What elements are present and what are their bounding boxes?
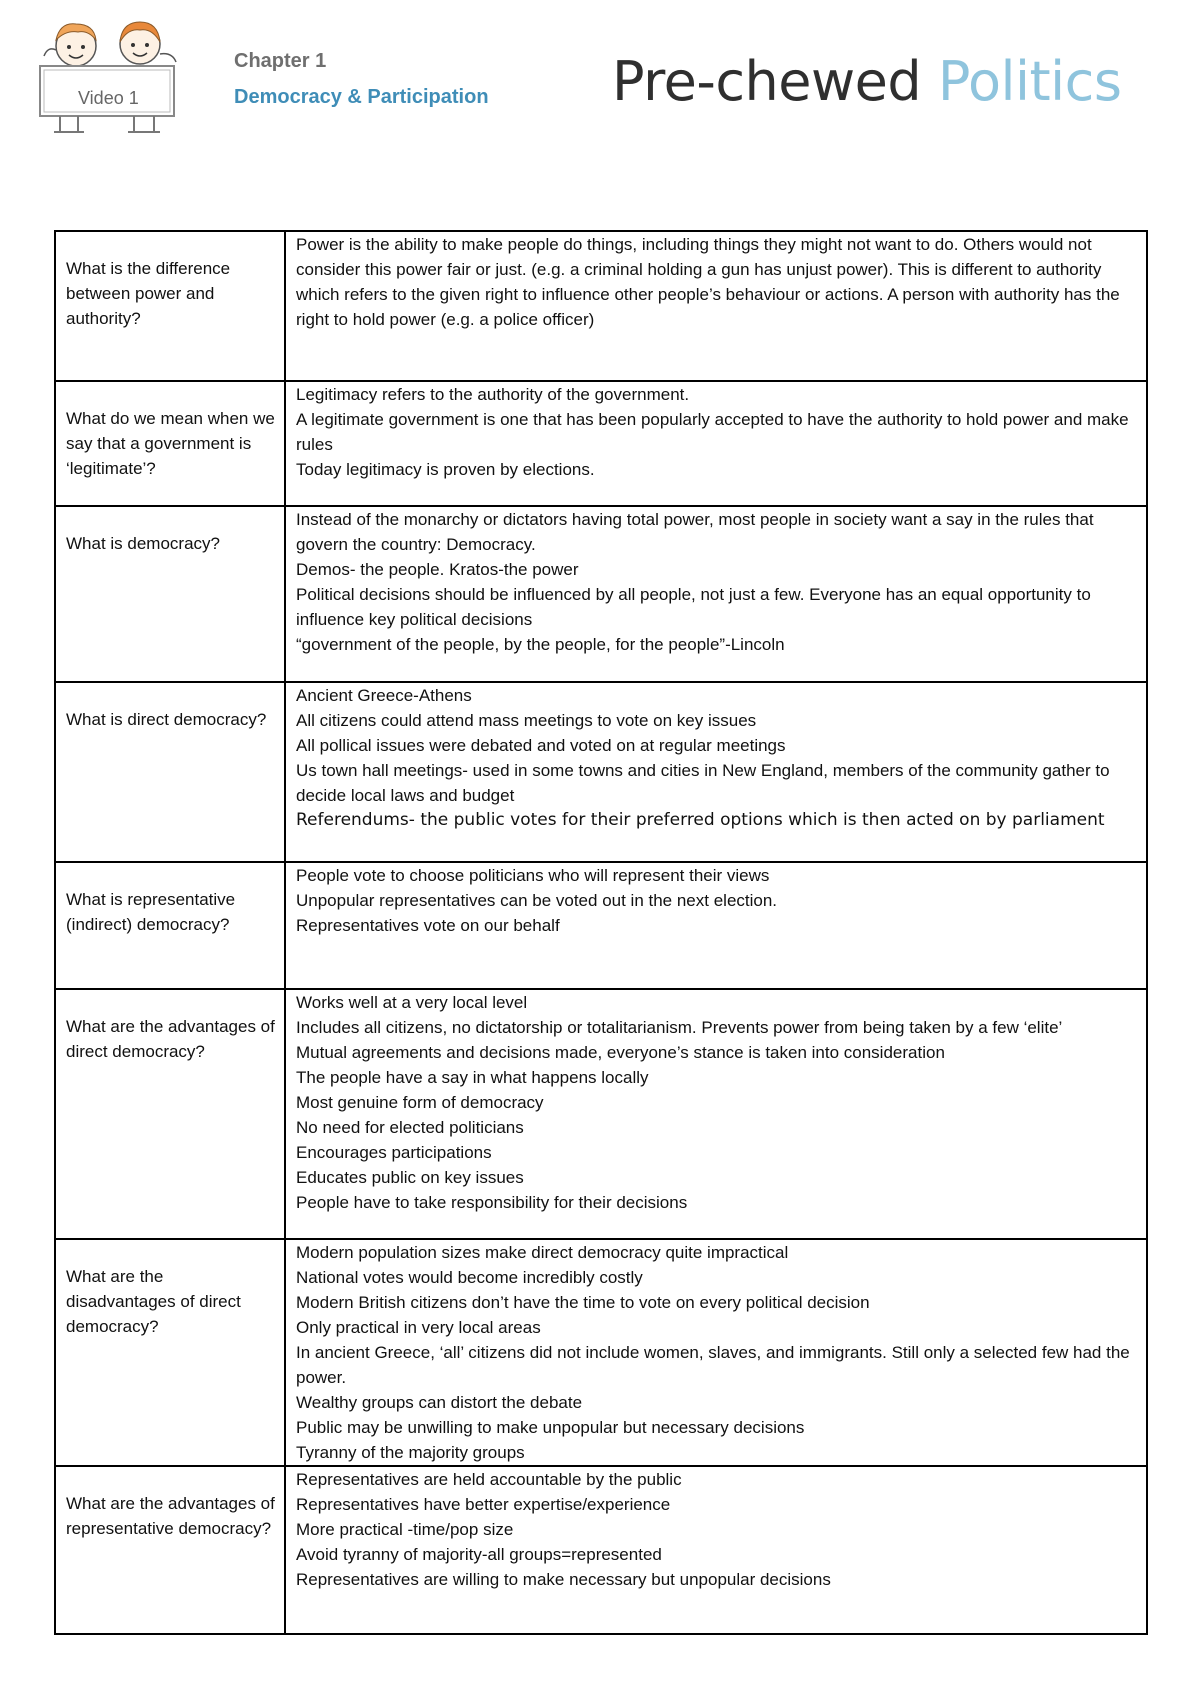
answer-line: Public may be unwilling to make unpopular but necessary decisions: [296, 1418, 805, 1437]
answer-line: Modern population sizes make direct democracy quite impractical: [296, 1243, 789, 1262]
answer-line: Modern British citizens don’t have the time to vote on every political decision: [296, 1293, 870, 1312]
question-cell: [55, 862, 285, 989]
question-cell: [55, 1239, 285, 1466]
answer-cell: [285, 1466, 1147, 1634]
answer-line: Referendums- the public votes for their preferred options which is then acted on by parliament: [296, 810, 1105, 830]
chapter-label: Chapter 1: [234, 50, 327, 72]
answer-cell: [285, 989, 1147, 1239]
question-cell: [55, 506, 285, 682]
question-cell: [55, 682, 285, 862]
answer-line: Most genuine form of democracy: [296, 1093, 544, 1112]
answer-line: Representatives are willing to make necessary but unpopular decisions: [296, 1570, 831, 1589]
question-cell: [55, 231, 285, 381]
answer-line: National votes would become incredibly costly: [296, 1268, 643, 1287]
answer-line: Wealthy groups can distort the debate: [296, 1393, 583, 1412]
answer-line: Educates public on key issues: [296, 1168, 524, 1187]
answer-cell: [285, 862, 1147, 989]
question-text: What do we mean when we say that a government is ‘legitimate’?: [66, 409, 275, 478]
question-text: What is democracy?: [66, 534, 220, 553]
table-row: [55, 989, 1147, 1239]
table-row: [55, 1239, 1147, 1466]
answer-line: No need for elected politicians: [296, 1118, 524, 1137]
answer-line: Includes all citizens, no dictatorship or totalitarianism. Prevents power from being taken by a few ‘elite’: [296, 1018, 1063, 1037]
answer-line: Encourages participations: [296, 1143, 492, 1162]
answer-line: Representatives vote on our behalf: [296, 916, 560, 935]
answer-cell: [285, 1239, 1147, 1466]
answer-line: Avoid tyranny of majority-all groups=represented: [296, 1545, 662, 1564]
answer-line: A legitimate government is one that has been popularly accepted to have the authority to hold power and make rules: [296, 410, 1129, 454]
answer-line: Legitimacy refers to the authority of the government.: [296, 385, 690, 404]
table-row: [55, 231, 1147, 381]
answer-line: Works well at a very local level: [296, 993, 528, 1012]
table-row: [55, 506, 1147, 682]
answer-cell: [285, 231, 1147, 381]
question-cell: [55, 381, 285, 506]
page-header: [0, 0, 1200, 150]
answer-cell: [285, 682, 1147, 862]
table-row: [55, 381, 1147, 506]
answer-line: “government of the people, by the people, for the people”-Lincoln: [296, 635, 785, 654]
table-row: [55, 862, 1147, 989]
answer-line: Demos- the people. Kratos-the power: [296, 560, 579, 579]
question-text: What are the disadvantages of direct democracy?: [66, 1267, 241, 1336]
answer-line: More practical -time/pop size: [296, 1520, 514, 1539]
question-text: What are the advantages of representative democracy?: [66, 1494, 275, 1538]
answer-line: Instead of the monarchy or dictators having total power, most people in society want a say in the rules that govern the country: Democracy.: [296, 510, 1094, 554]
answer-line: People have to take responsibility for their decisions: [296, 1193, 688, 1212]
answer-line: Us town hall meetings- used in some towns and cities in New England, members of the community gather to decide local laws and budget: [296, 761, 1110, 805]
question-text: What is the difference between power and authority?: [66, 259, 231, 328]
answer-line: Political decisions should be influenced by all people, not just a few. Everyone has an equal opportunity to influence key political decisions: [296, 585, 1091, 629]
topic-title: Democracy & Participation: [234, 86, 489, 108]
question-text: What is direct democracy?: [66, 710, 267, 729]
answer-line: Only practical in very local areas: [296, 1318, 541, 1337]
answer-line: In ancient Greece, ‘all’ citizens did not include women, slaves, and immigrants. Still only a selected few had the power.: [296, 1343, 1130, 1387]
answer-line: Mutual agreements and decisions made, everyone’s stance is taken into consideration: [296, 1043, 945, 1062]
question-cell: [55, 989, 285, 1239]
answer-cell: [285, 381, 1147, 506]
answer-line: Power is the ability to make people do things, including things they might not want to do. Others would not consider this power fair or just. (e.g. a criminal holding a gun has unjust power). This is different to authority which refers to the given right to influence other people’s behaviour or actions. A person with authority has the right to hold power (e.g. a police officer): [296, 235, 1120, 329]
answer-line: Tyranny of the majority groups: [296, 1443, 525, 1462]
question-cell: [55, 1466, 285, 1634]
video-label: Video 1: [78, 88, 139, 108]
answer-line: Ancient Greece-Athens: [296, 686, 472, 705]
table-row: [55, 1466, 1147, 1634]
answer-line: All citizens could attend mass meetings to vote on key issues: [296, 711, 757, 730]
answer-line: Representatives are held accountable by the public: [296, 1470, 682, 1489]
mascot-sign-icon: [38, 16, 198, 140]
answer-line: People vote to choose politicians who will represent their views: [296, 866, 770, 885]
question-text: What are the advantages of direct democracy?: [66, 1017, 275, 1061]
brand-title: [612, 50, 1122, 113]
brand-part2: Politics: [937, 50, 1122, 113]
answer-line: The people have a say in what happens locally: [296, 1068, 649, 1087]
answer-cell: [285, 506, 1147, 682]
brand-part1: Pre-chewed: [612, 50, 938, 113]
table-row: [55, 682, 1147, 862]
question-text: What is representative (indirect) democracy?: [66, 890, 236, 934]
answer-line: Representatives have better expertise/experience: [296, 1495, 671, 1514]
answer-line: Unpopular representatives can be voted out in the next election.: [296, 891, 778, 910]
answer-line: Today legitimacy is proven by elections.: [296, 460, 595, 479]
answer-line: All pollical issues were debated and voted on at regular meetings: [296, 736, 786, 755]
qa-table: [54, 230, 1148, 1635]
